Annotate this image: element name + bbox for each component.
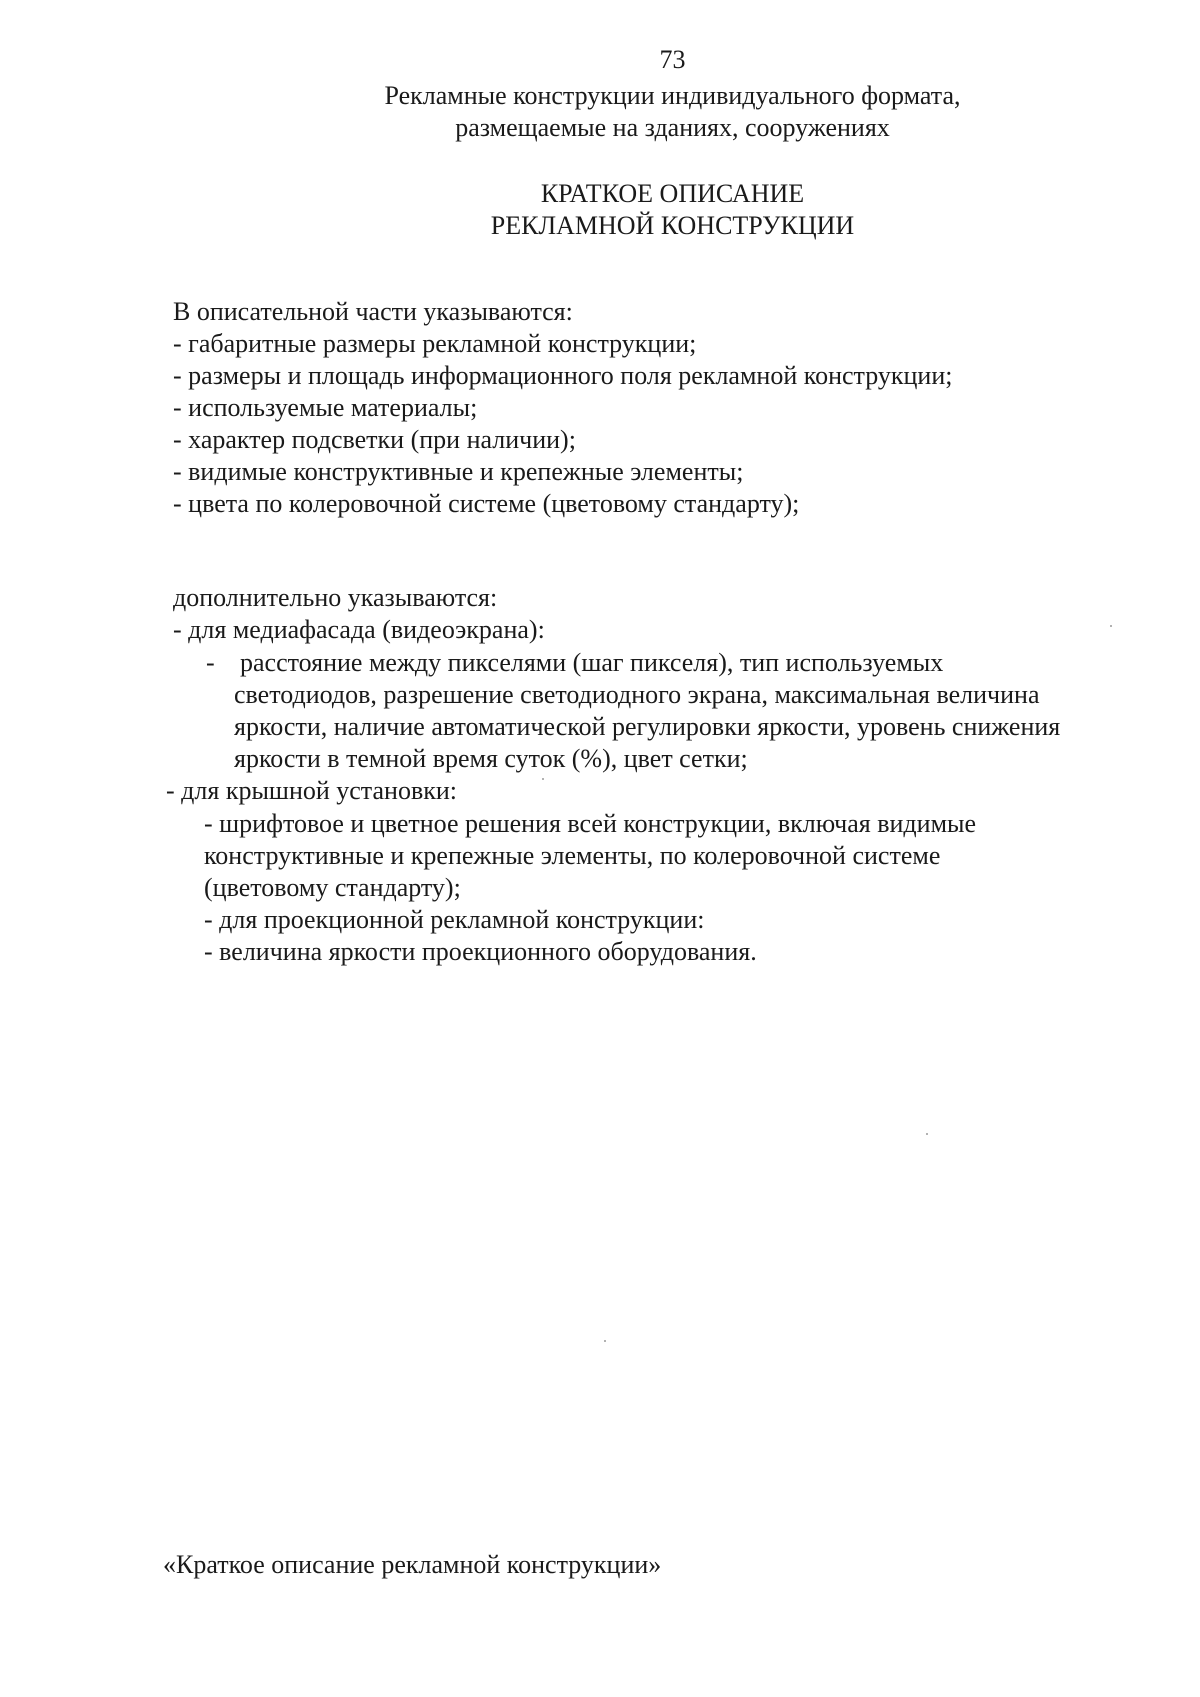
media-facade-dash: - [206,648,215,677]
media-facade-text-line: светодиодов, разрешение светодиодного экрана, максимальная величина [234,680,1040,709]
section-header-line-2: размещаемые на зданиях, сооружениях [455,113,890,142]
roof-installation-label: - для крышной установки: [166,776,457,805]
roof-installation-text-line: - величина яркости проекционного оборудования. [204,937,757,966]
footer-caption: «Краткое описание рекламной конструкции» [163,1550,662,1579]
media-facade-label: - для медиафасада (видеоэкрана): [173,615,545,644]
roof-installation-text-line: - для проекционной рекламной конструкции: [204,905,705,934]
media-facade-text-line: яркости, наличие автоматической регулировки яркости, уровень снижения [234,712,1061,741]
list-item: - характер подсветки (при наличии); [173,425,576,454]
scan-speck [542,778,544,780]
list-item: - цвета по колеровочной системе (цветовому стандарту); [173,489,800,518]
list-item: - габаритные размеры рекламной конструкции; [173,329,697,358]
list-item: - используемые материалы; [173,393,478,422]
roof-installation-text-line: конструктивные и крепежные элементы, по колеровочной системе [204,841,941,870]
scan-speck [1110,625,1112,627]
document-title-line-2: РЕКЛАМНОЙ КОНСТРУКЦИИ [490,211,855,240]
media-facade-text-line: расстояние между пикселями (шаг пикселя), тип используемых [240,648,944,677]
media-facade-text-line: яркости в темной время суток (%), цвет сетки; [234,744,748,773]
roof-installation-text-line: (цветовому стандарту); [204,873,461,902]
roof-installation-text-line: - шрифтовое и цветное решения всей конструкции, включая видимые [204,809,977,838]
scan-speck [604,1340,606,1342]
page-number: 73 [659,45,686,74]
additional-intro: дополнительно указываются: [173,583,498,612]
section-header-line-1: Рекламные конструкции индивидуального формата, [384,81,961,110]
document-title-line-1: КРАТКОЕ ОПИСАНИЕ [540,179,805,208]
list-item: - видимые конструктивные и крепежные элементы; [173,457,744,486]
list-item: - размеры и площадь информационного поля рекламной конструкции; [173,361,953,390]
scan-speck [926,1133,928,1135]
description-intro: В описательной части указываются: [173,297,573,326]
